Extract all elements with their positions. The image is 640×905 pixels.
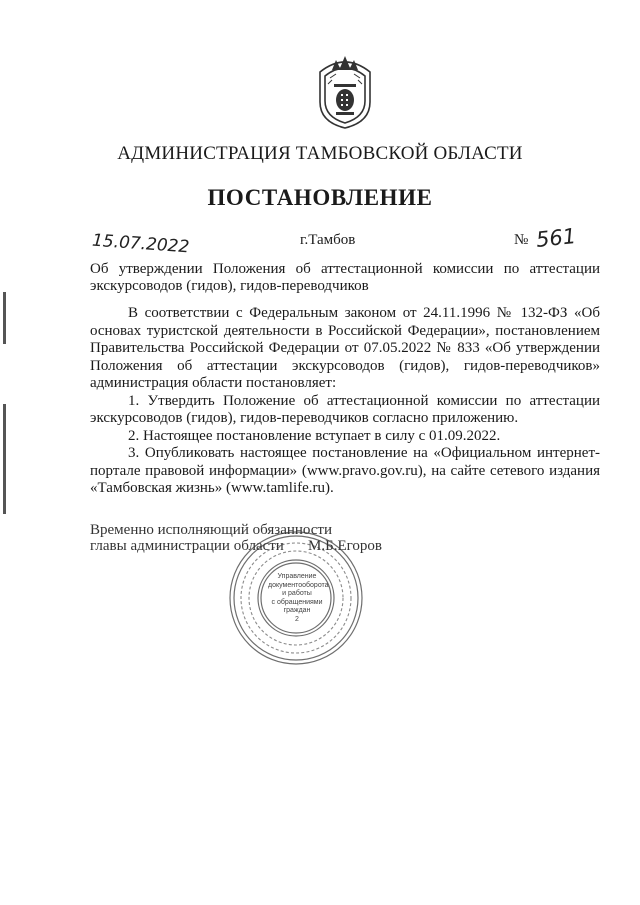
issuing-authority: АДМИНИСТРАЦИЯ ТАМБОВСКОЙ ОБЛАСТИ — [117, 143, 523, 164]
item-2-paragraph: 2. Настоящее постановление вступает в силу с 01.09.2022. — [128, 427, 501, 444]
seal-text-line: Управление — [277, 573, 317, 580]
scan-margin-mark — [3, 404, 6, 514]
document-city: г.Тамбов — [300, 232, 356, 248]
seal-number: 2 — [295, 615, 299, 623]
item-1-paragraph: 1. Утвердить Положение об аттестационной комиссии по аттестации экскурсоводов (гидов), гидов-переводчиков согласно приложению. — [90, 392, 600, 426]
document-body — [90, 305, 600, 498]
scan-margin-mark — [3, 292, 6, 344]
item-3-paragraph: 3. Опубликовать настоящее постановление на «Официальном интернет-портале правовой информации» (www.pravo.gov.ru), на сайте сетевого издания «Тамбовская жизнь» (www.tamlife.ru). — [90, 445, 600, 496]
signatory-line-1: Временно исполняющий обязанности — [90, 522, 333, 538]
seal-text-line: и работы — [282, 590, 312, 597]
signatory-line-2: главы администрации области — [90, 538, 284, 554]
preamble-paragraph: В соответствии с Федеральным законом от 24.11.1996 № 132-ФЗ «Об основах туристской деятельности в Российской Федерации», постановлением Правительства Российской Федерации от 07.05.2022 № 833 «Об утверждении Положения об аттестации экскурсоводов (гидов), гидов-переводчиков» администрация области постановляет: — [90, 305, 600, 391]
document-number-label: № — [514, 232, 529, 248]
seal-text-line: с обращениями — [271, 598, 323, 606]
signatory-position — [90, 522, 332, 554]
seal-text-line: документооборота — [268, 581, 329, 589]
document-type-heading: ПОСТАНОВЛЕНИЕ — [207, 185, 433, 210]
coat-of-arms-icon — [312, 50, 378, 130]
signatory-name: М.Б.Егоров — [308, 538, 382, 554]
document-number: 561 — [534, 223, 578, 253]
seal-text-line: граждан — [283, 607, 311, 614]
document-date: 15.07.2022 — [91, 230, 190, 258]
seal-inner-text — [268, 573, 329, 624]
document-title: Об утверждении Положения об аттестационной комиссии по аттестации экскурсоводов (гидов), гидов-переводчиков — [90, 261, 600, 294]
